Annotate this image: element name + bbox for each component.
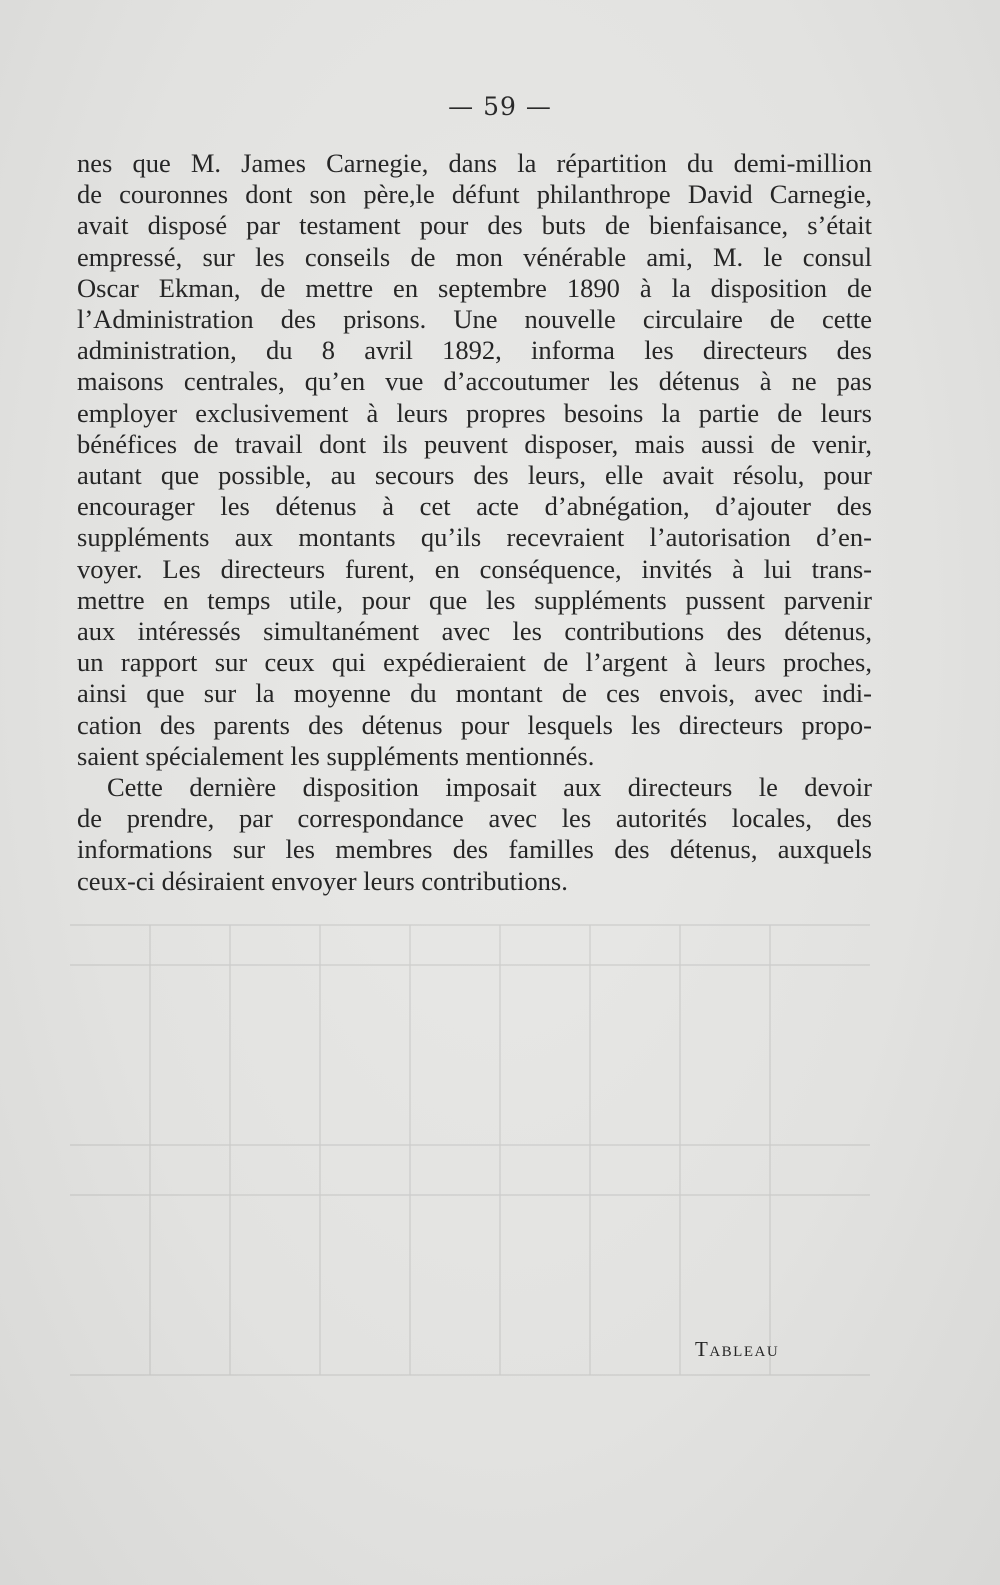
paragraph-2 xyxy=(77,772,872,897)
text-line: Cette dernière disposition imposait aux directeurs le devoir xyxy=(107,772,872,803)
text-line: employer exclusivement à leurs propres besoins la partie de leurs xyxy=(77,397,872,428)
text-line: empressé, sur les conseils de mon vénérable ami, M. le consul xyxy=(77,241,872,272)
text-line: saient spécialement les suppléments mentionnés. xyxy=(77,740,595,771)
text-line: de prendre, par correspondance avec les autorités locales, des xyxy=(77,803,872,834)
text-line: un rapport sur ceux qui expédieraient de l’argent à leurs proches, xyxy=(77,647,872,678)
text-line: nes que M. James Carnegie, dans la répartition du demi-million xyxy=(77,148,872,178)
text-line: aux intéressés simultanément avec les contributions des détenus, xyxy=(77,616,872,647)
catchword: Tableau xyxy=(695,1337,780,1361)
text-line: suppléments aux montants qu’ils recevraient l’autorisation d’en- xyxy=(77,522,872,553)
text-line: l’Administration des prisons. Une nouvelle circulaire de cette xyxy=(77,304,872,335)
text-line: bénéfices de travail dont ils peuvent disposer, mais aussi de venir, xyxy=(77,428,872,459)
paragraph-1 xyxy=(77,148,872,772)
text-line: ceux-ci désiraient envoyer leurs contributions. xyxy=(77,865,568,896)
text-line: encourager les détenus à cet acte d’abnégation, d’ajouter des xyxy=(77,491,872,522)
body-text xyxy=(77,148,872,897)
text-line: mettre en temps utile, pour que les suppléments pussent parvenir xyxy=(77,584,872,615)
text-line: ainsi que sur la moyenne du montant de ces envois, avec indi- xyxy=(77,678,872,709)
text-line: maisons centrales, qu’en vue d’accoutumer les détenus à ne pas xyxy=(77,366,872,397)
text-line: Oscar Ekman, de mettre en septembre 1890 à la disposition de xyxy=(77,272,872,303)
text-line: avait disposé par testament pour des buts de bienfaisance, s’était xyxy=(77,210,872,241)
text-line: voyer. Les directeurs furent, en conséquence, invités à lui trans- xyxy=(77,553,872,584)
page-number: — 59 — xyxy=(448,92,552,121)
text-line: informations sur les membres des familles des détenus, auxquels xyxy=(77,834,872,865)
show-through-table xyxy=(70,905,870,1380)
text-line: autant que possible, au secours des leurs, elle avait résolu, pour xyxy=(77,460,872,491)
text-line: cation des parents des détenus pour lesquels les directeurs propo- xyxy=(77,709,872,740)
text-line: de couronnes dont son père,le défunt philanthrope David Carnegie, xyxy=(77,179,872,210)
text-line: administration, du 8 avril 1892, informa les directeurs des xyxy=(77,335,872,366)
